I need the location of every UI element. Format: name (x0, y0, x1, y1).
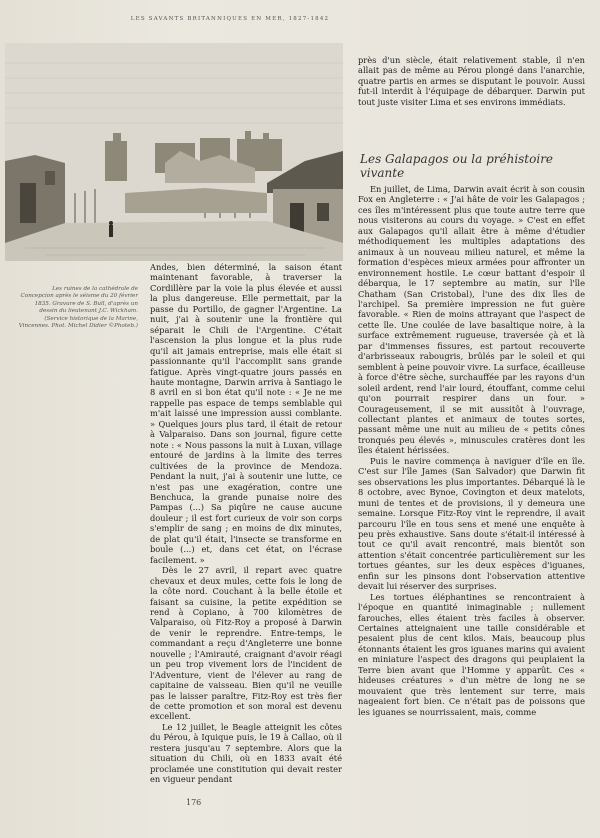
paragraph: Andes, bien déterminé, la saison étant maintenant favorable, à traverser la Cordillère par la voie la plus élevée et aussi la plus dangereuse. Elle permettait, par la passe du Portillo, de gagner l'Argentine. La nuit, j'ai à soutenir une la frontière qui séparait le Chili de l'Argentine. C'était l'ascension la plus longue et la plus rude qu'il ait jamais entreprise, mais elle était si passionnante qu'il l'accomplit sans grande fatigue. Après vingt-quatre jours passés en haute montagne, Darwin arriva à Santiago le 8 avril en si bon état qu'il note : « Je ne me rappelle pas espace de temps semblable qui m'ait laissé une impression aussi comblante. » Quelques jours plus tard, il était de retour à Valparaiso. Dans son journal, figure cette note : « Nous passons la nuit à Luxan, village entouré de jardins à la limite des terres cultivées de la province de Mendoza. Pendant la nuit, j'ai à soutenir une lutte, ce n'est pas une exagération, contre une Benchuca, la grande punaise noire des Pampas (...) Sa piqûre ne cause aucune douleur ; il est fort curieux de voir son corps s'emplir de sang ; en moins de dix minutes, de plat qu'il était, l'insecte se transforme en boule (...) et, dans cet état, on l'écrase facilement. » (150, 262, 342, 565)
paragraph: Les tortues éléphantines se rencontraient à l'époque en quantité inimaginable ; nullement farouches, elles étaient très faciles à observer. Certaines atteignaient une taille considérable et pesaient plus de cent kilos. Mais, beaucoup plus étonnants étaient les gros iguanes marins qui avaient en miniature l'aspect des dragons qui peuplaient la Terre bien avant que l'Homme y apparût. Ces « hideuses créatures » d'un mètre de long ne se mouvaient que très lentement sur terre, mais nageaient fort bien. Ce n'était pas de poissons que les iguanes se nourrissaient, mais, comme (358, 591, 585, 717)
paragraph: près d'un siècle, était relativement stable, il n'en allait pas de même au Pérou plongé dans l'anarchie, quatre partis en armes se disputant le pouvoir. Aussi fut-il interdit à l'équipage de débarquer. Darwin put tout juste visiter Lima et ses environs immédiats. (358, 55, 585, 107)
section-heading: Les Galapagos ou la préhistoire vivante (360, 152, 554, 180)
engraving-illustration (5, 43, 343, 261)
paragraph: Dès le 27 avril, il repart avec quatre chevaux et deux mules, cette fois le long de la côte nord. Couchant à la belle étoile et faisant sa cuisine, la petite expédition se rend à Copiano, à 700 kilomètres de Valparaiso, où Fitz-Roy a proposé à Darwin de venir le reprendre. Entre-temps, le commandant a reçu d'Angleterre une bonne nouvelle ; l'Amirauté, craignant d'avoir réagi un peu trop vivement lors de l'incident de l'Adventure, vient de l'élever au rang de capitaine de vaisseau. Bien qu'il ne veuille pas le laisser paraître, Fitz-Roy est très fier de cette promotion et son moral est devenu excellent. (150, 565, 342, 722)
paragraph: En juillet, de Lima, Darwin avait écrit à son cousin Fox en Angleterre : « J'ai hâte de voir les Galapagos ; ces îles m'intéressent plus que toute autre terre que nous visiterons au cours du voyage. » C'est en effet aux Galapagos qu'il allait être à même d'étudier méthodiquement les multiples adaptations des animaux à un nouveau milieu naturel, et même la formation d'espèces mieux armées pour affronter un environnement hostile. Le cœur battant d'espoir il débarqua, le 17 septembre au matin, sur l'île Chatham (San Cristobal), l'une des dix îles de l'archipel. Sa première impression ne fut guère favorable. « Rien de moins attrayant que l'aspect de cette île. Une coulée de lave basaltique noire, à la surface extrêmement rugueuse, traversée çà et là par d'immenses fissures, est partout recouverte d'arbrisseaux rabougris, brûlés par le soleil et qui semblent à peine pouvoir vivre. La surface, écailleuse à force d'être sèche, surchauffée par les rayons d'un soleil ardent, rend l'air lourd, étouffant, comme celui qu'on pourrait respirer dans un four. » Courageusement, il se mit aussitôt à l'ouvrage, collectant plantes et animaux de toutes sortes, passant même une nuit au milieu de « petits cônes tronqués peu élevés », minuscules cratères dont les îles étaient hérissées. (358, 184, 585, 456)
page-number: 176 (186, 798, 202, 807)
left-column (150, 262, 342, 785)
running-head: LES SAVANTS BRITANNIQUES EN MER, 1827-1842 (130, 16, 330, 22)
right-column-top (358, 55, 585, 107)
paragraph: Puis le navire commença à naviguer d'île en île. C'est sur l'île James (San Salvador) que Darwin fit ses observations les plus importantes. Débarqué là le 8 octobre, avec Bynoe, Covington et deux matelots, muni de tentes et de provisions, il y demeura une semaine. Lorsque Fitz-Roy vint le reprendre, il avait parcouru l'île en tous sens et mené une enquête à peu près exhaustive. Sans doute s'était-il intéressé à tout ce qu'il avait rencontré, mais bientôt son attention s'était concentrée particulièrement sur les tortues géantes, sur les deux espèces d'iguanes, enfin sur les pinsons dont l'observation attentive devait lui réserver des surprises. (358, 455, 585, 592)
figure-caption: Les ruines de la cathédrale de Concepcion après le séisme du 20 février 1835. Gravure de S. Bull, d'après un dessin du lieutenant J.C. Wickham. (Service historique de la Marine, Vincennes. Phot. Michel Didier ©Photeb.) (18, 286, 138, 330)
paragraph: Le 12 juillet, le Beagle atteignit les côtes du Pérou, à Iquique puis, le 19 à Callao, où il restera jusqu'au 7 septembre. Alors que la situation du Chili, où en 1833 avait été proclamée une constitution qui devait rester en vigueur pendant (150, 721, 342, 785)
right-column (358, 184, 585, 717)
